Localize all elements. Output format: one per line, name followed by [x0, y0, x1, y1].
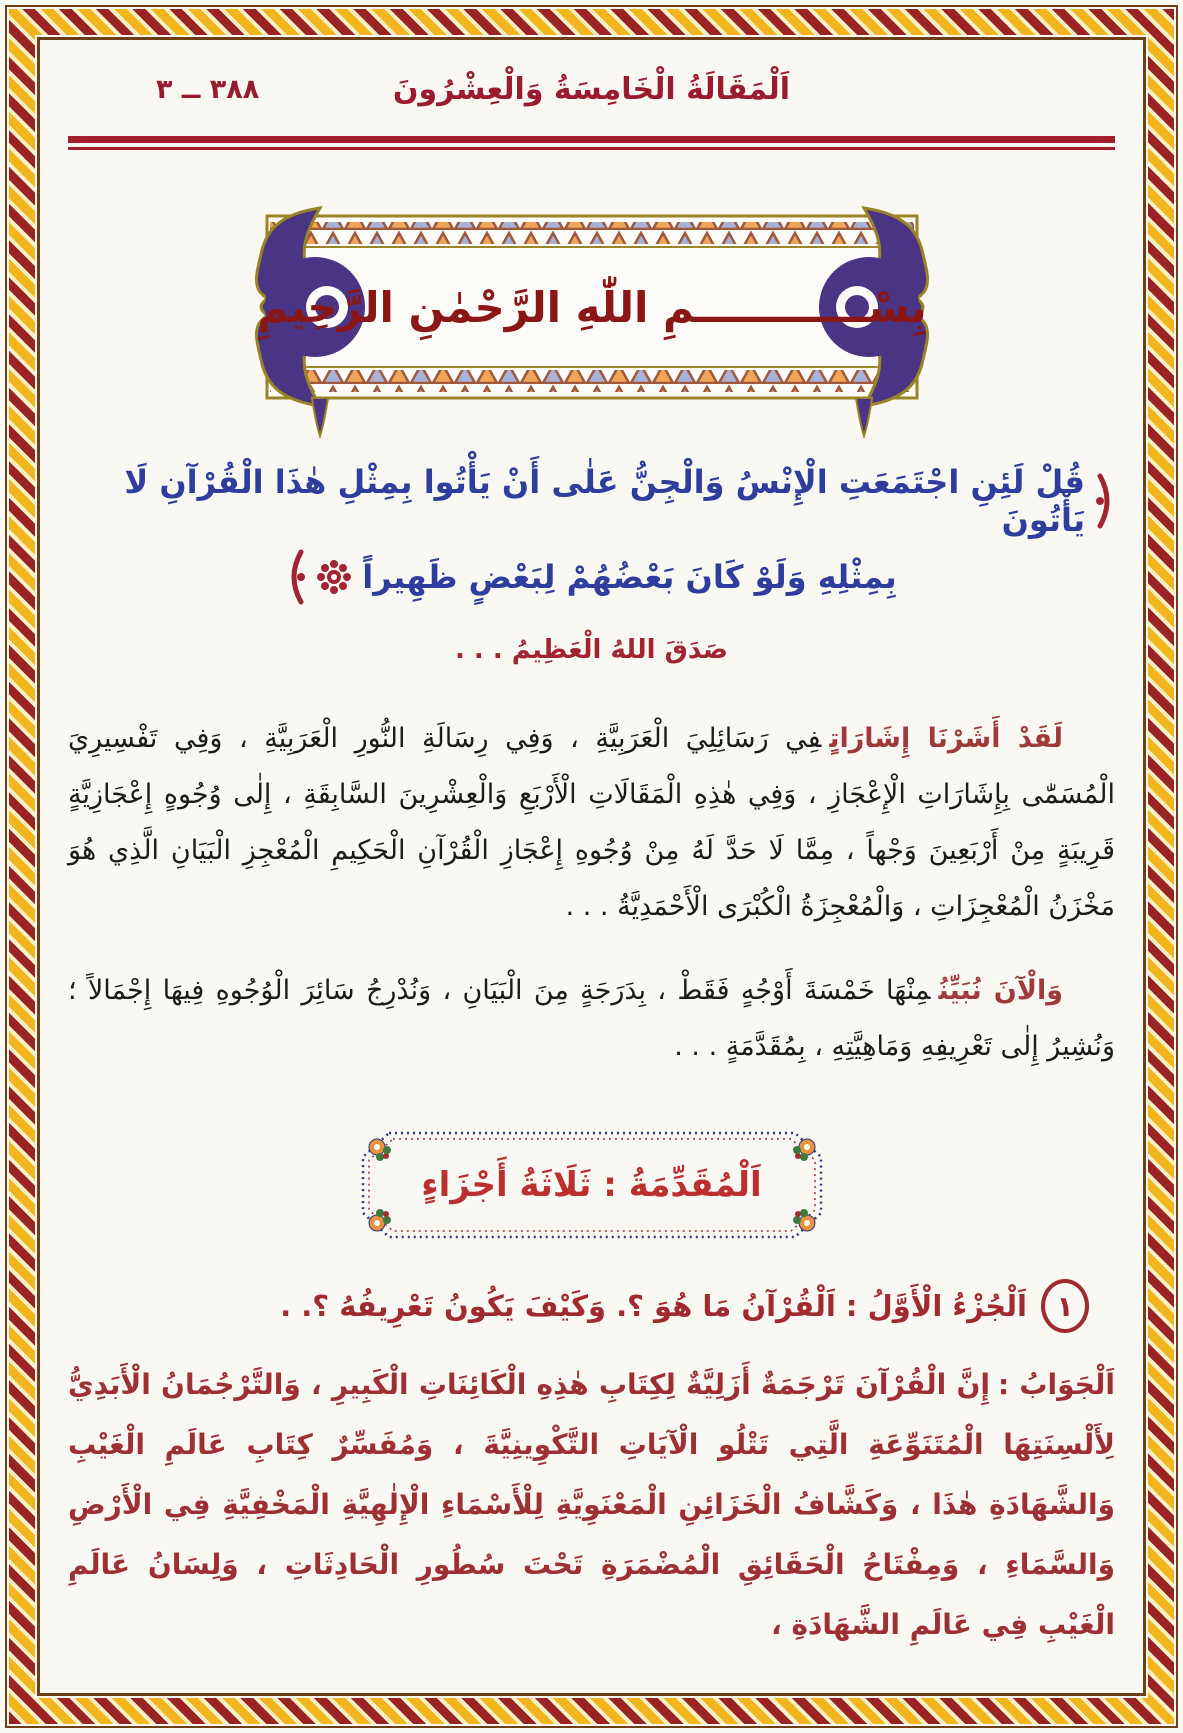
page-header — [68, 72, 1115, 124]
verse-line-2 — [68, 539, 1115, 615]
paragraph-text: فِي رَسَائِلِيَ الْعَرَبِيَّةِ ، وَفِي رِسَالَةِ النُّورِ الْعَرَبِيَّةِ ، وَفِي تَفْسِيرِيَ الْمُسَمّٰى بِإِشَارَاتِ الْإِعْجَازِ ، وَفِي هٰذِهِ الْمَقَالَاتِ الْأَرْبَعِ وَالْعِشْرِينَ السَّابِقَةِ ، إِلٰى وُجُوهٍ إِعْجَازِيَّةٍ قَرِيبَةٍ مِنْ أَرْبَعِينَ وَجْهاً ، مِمَّا لَا حَدَّ لَهُ مِنْ وُجُوهِ إِعْجَازِ الْقُرْآنِ الْحَكِيمِ الْمُعْجِزِ الْبَيَانِ الَّذِي هُوَ مَخْزَنُ الْمُعْجِزَاتِ ، وَالْمُعْجِزَةُ الْكُبْرَى الْأَحْمَدِيَّةُ . . . — [68, 723, 1115, 922]
item-number-badge: ١ — [1041, 1279, 1089, 1333]
verse-line-1 — [68, 463, 1115, 539]
verse-close-bracket-icon — [286, 548, 306, 606]
banner-zigzag-top — [270, 222, 914, 244]
muqaddima-heading-text: اَلْمُقَدِّمَةُ : ثَلَاثَةُ أَجْزَاءٍ — [421, 1165, 762, 1205]
part-one-item — [68, 1279, 1115, 1333]
verse-end-rosette-icon — [316, 559, 352, 595]
intro-paragraph — [68, 711, 1115, 935]
second-paragraph — [68, 963, 1115, 1075]
basmala-banner — [212, 186, 972, 445]
paragraph-lead: لَقَدْ أَشَرْنَا إِشَارَاتٍ — [829, 723, 1063, 754]
page-number: ٣٨٨ ــ ٣ — [156, 74, 260, 105]
basmala-banner-ornament — [212, 186, 972, 441]
page-content — [42, 42, 1141, 1691]
banner-zigzag-bottom — [270, 370, 914, 392]
divider-thick-rule — [68, 136, 1115, 143]
verse-attribution: صَدَقَ اللهُ الْعَظِيمُ . . . — [454, 635, 728, 665]
answer-text: إِنَّ الْقُرْآنَ تَرْجَمَةٌ أَزَلِيَّةٌ لِكِتَابِ هٰذِهِ الْكَائِنَاتِ الْكَبِيرِ ، وَالتَّرْجُمَانُ الْأَبَدِيُّ لِأَلْسِنَتِهَا الْمُتَنَوِّعَةِ الَّتِي تَتْلُو الْآيَاتِ التَّكْوِينِيَّةَ ، وَمُفَسِّرٌ كِتَابِ عَالَمِ الْغَيْبِ وَالشَّهَادَةِ هٰذَا ، وَكَشَّافُ الْخَزَائِنِ الْمَعْنَوِيَّةِ لِلْأَسْمَاءِ الْإِلٰهِيَّةِ الْمَخْفِيَّةِ فِي الْأَرْضِ وَالسَّمَاءِ ، وَمِفْتَاحُ الْحَقَائِقِ الْمُضْمَرَةِ تَحْتَ سُطُورِ الْحَادِثَاتِ ، وَلِسَانُ عَالَمِ الْغَيْبِ فِي عَالَمِ الشَّهَادَةِ ، — [68, 1368, 1115, 1641]
divider-thin-rule — [68, 147, 1115, 150]
basmala-calligraphy: بِسْــــــــــــمِ اللّٰهِ الرَّحْمٰنِ الرَّحِيمِ — [256, 283, 927, 332]
item-text: اَلْجُزْءُ الْأَوَّلُ : اَلْقُرْآنُ مَا هُوَ ؟. وَكَيْفَ يَكُونُ تَعْرِيفُهُ ؟. . — [280, 1289, 1027, 1323]
verse-text-1: قُلْ لَئِنِ اجْتَمَعَتِ الْإِنْسُ وَالْجِنُّ عَلٰى أَنْ يَأْتُوا بِمِثْلِ هٰذَا الْقُرْآنِ لَا يَأْتُونَ — [124, 463, 1085, 539]
quran-verse — [68, 463, 1115, 615]
verse-text-2: بِمِثْلِهِ وَلَوْ كَانَ بَعْضُهُمْ لِبَعْضٍ ظَهِيراً — [362, 558, 897, 596]
header-divider — [68, 136, 1115, 150]
answer-paragraph — [68, 1355, 1115, 1655]
paragraph-text: مِنْهَا خَمْسَةَ أَوْجُهٍ فَقَطْ ، بِدَرَجَةٍ مِنَ الْبَيَانِ ، وَنُدْرِجُ سَائِرَ الْوُجُوهِ فِيهَا إِجْمَالاً ؛ وَنُشِيرُ إِلٰى تَعْرِيفِهِ وَمَاهِيَّتِهِ ، بِمُقَدَّمَةٍ . . . — [68, 975, 1115, 1062]
paragraph-lead: وَالْآنَ نُبَيِّنُ — [938, 975, 1063, 1006]
page-title: اَلْمَقَالَةُ الْخَامِسَةُ وَالْعِشْرُونَ — [392, 72, 791, 107]
verse-open-bracket-icon — [1095, 472, 1115, 530]
answer-lead: اَلْجَوَابُ : — [997, 1368, 1115, 1401]
muqaddima-heading-box — [357, 1127, 827, 1243]
